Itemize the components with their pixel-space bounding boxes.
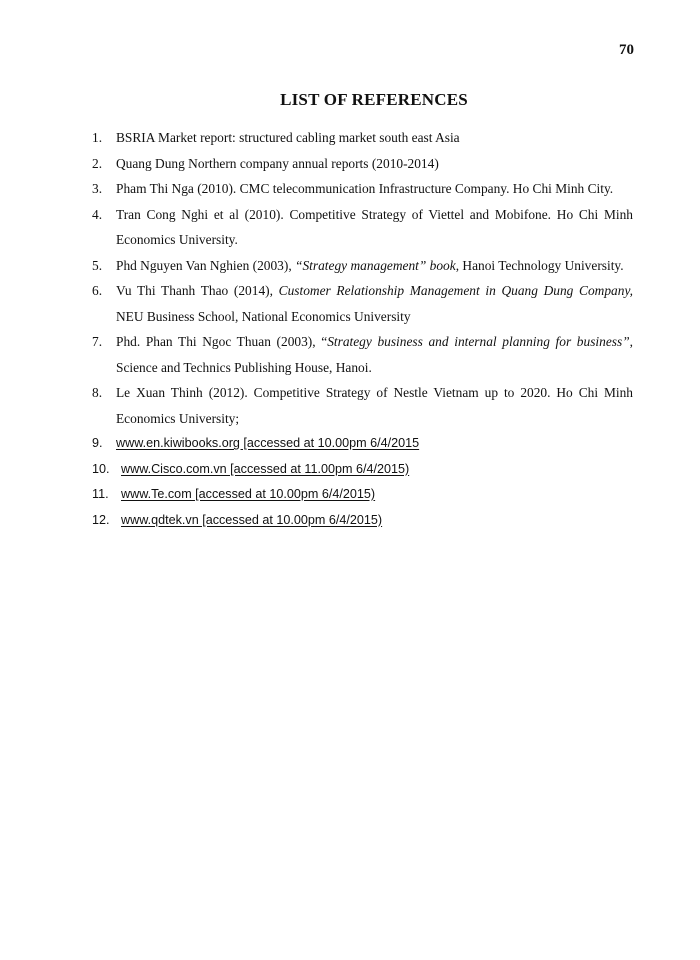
reference-text-plain: , Hanoi Technology University.: [455, 257, 624, 273]
page-number: 70: [619, 42, 634, 58]
reference-text-plain: Phd Nguyen Van Nghien (2003),: [116, 257, 296, 273]
reference-item-1: [92, 125, 633, 151]
reference-item-4: [92, 202, 633, 253]
reference-number: 5.: [92, 257, 103, 273]
reference-number: 11.: [92, 487, 109, 501]
reference-item-7: [92, 329, 633, 380]
reference-number: 10.: [92, 461, 110, 476]
reference-text-plain: , Science and Technics Publishing House, Hanoi.: [116, 334, 634, 375]
reference-item-6: [92, 278, 633, 329]
reference-list: [92, 125, 633, 533]
reference-number: 8.: [92, 385, 103, 400]
reference-link[interactable]: www.qdtek.vn [accessed at 10.00pm 6/4/2015): [121, 512, 383, 527]
reference-link[interactable]: www.Cisco.com.vn [accessed at 11.00pm 6/4/2015): [121, 461, 410, 476]
reference-text: Tran Cong Nghi et al (2010). Competitive Strategy of Viettel and Mobifone. Ho Chi Minh Economics University.: [116, 206, 633, 247]
reference-number: 1.: [92, 130, 103, 145]
reference-text-plain: Vu Thi Thanh Thao (2014),: [116, 283, 279, 298]
page-title: LIST OF REFERENCES: [280, 90, 468, 109]
reference-text: Le Xuan Thinh (2012). Competitive Strategy of Nestle Vietnam up to 2020. Ho Chi Minh Economics University;: [116, 385, 633, 426]
reference-text: Quang Dung Northern company annual reports (2010-2014): [116, 155, 439, 171]
reference-item-12: [92, 508, 633, 534]
reference-item-9: [92, 431, 633, 457]
reference-text-plain: NEU Business School, National Economics University: [116, 308, 411, 324]
reference-text-plain: Phd. Phan Thi Ngoc Thuan (2003), “: [116, 334, 328, 349]
reference-number: 7.: [92, 334, 103, 349]
reference-text-italic: Customer Relationship Management in Quang Dung Company,: [278, 283, 633, 298]
reference-number: 3.: [92, 181, 103, 196]
reference-text-italic: Strategy business and internal planning for business”: [327, 334, 630, 349]
reference-text: BSRIA Market report: structured cabling market south east Asia: [116, 130, 460, 145]
reference-number: 12.: [92, 512, 110, 527]
reference-link[interactable]: www.Te.com [accessed at 10.00pm 6/4/2015): [121, 487, 376, 501]
reference-text-italic: “Strategy management” book: [295, 257, 456, 273]
reference-item-3: [92, 176, 633, 202]
reference-item-10: [92, 457, 633, 483]
reference-number: 6.: [92, 283, 103, 298]
reference-item-11: [92, 482, 633, 508]
reference-number: 9.: [92, 436, 103, 450]
reference-link[interactable]: www.en.kiwibooks.org [accessed at 10.00pm 6/4/2015: [116, 436, 420, 450]
reference-item-5: [92, 253, 633, 279]
reference-number: 2.: [92, 155, 103, 171]
reference-number: 4.: [92, 206, 103, 222]
reference-text: Pham Thi Nga (2010). CMC telecommunication Infrastructure Company. Ho Chi Minh City.: [116, 181, 614, 196]
reference-item-8: [92, 380, 633, 431]
reference-item-2: [92, 151, 633, 177]
